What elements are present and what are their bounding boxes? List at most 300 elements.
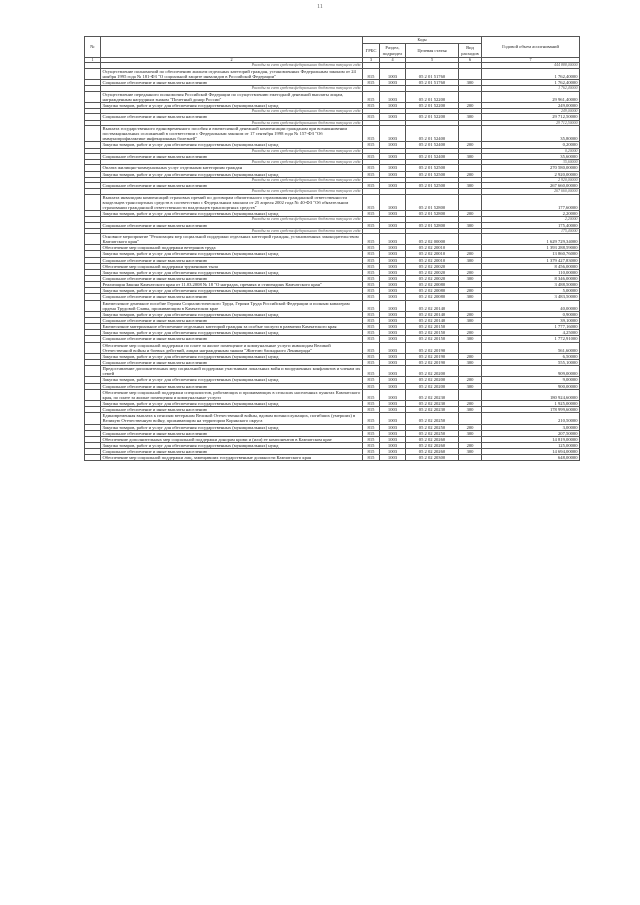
grbs-cell: 815 xyxy=(363,125,380,141)
section-cell: 1003 xyxy=(380,449,406,455)
header-target: Целевая статья xyxy=(406,44,459,57)
section-cell: 1003 xyxy=(380,171,406,177)
amount-cell: 40,00000 xyxy=(482,300,580,311)
target-article-cell: 05 2 02 20010 xyxy=(406,245,459,251)
expense-type-cell: 300 xyxy=(459,153,482,159)
target-article-cell: 05 2 02 20010 xyxy=(406,257,459,263)
expense-type-cell: 300 xyxy=(459,336,482,342)
table-row xyxy=(85,413,580,424)
row-number-cell xyxy=(85,194,101,210)
target-article-cell: 05 2 02 20300 xyxy=(406,455,459,461)
expense-type-cell: 200 xyxy=(459,311,482,317)
section-cell: 1003 xyxy=(380,294,406,300)
description-cell: Расходы за счет средств федерального бюджета текущего года xyxy=(101,160,363,165)
amount-cell: 267 660,00000 xyxy=(482,189,580,194)
amount-cell: 110,00000 xyxy=(482,269,580,275)
target-article-cell: 05 2 02 20200 xyxy=(406,377,459,383)
description-cell: Социальное обеспечение и иные выплаты населению xyxy=(101,407,363,413)
expense-type-cell xyxy=(459,413,482,424)
section-cell: 1003 xyxy=(380,336,406,342)
target-article-cell: 05 2 01 52500 xyxy=(406,165,459,171)
expense-type-cell xyxy=(459,366,482,377)
grbs-cell: 815 xyxy=(363,336,380,342)
description-cell: Расходы за счет средств федерального бюджета текущего года xyxy=(101,63,363,68)
grbs-cell: 815 xyxy=(363,389,380,400)
target-article-cell: 05 2 02 20230 xyxy=(406,400,459,406)
amount-cell: 555,10000 xyxy=(482,359,580,365)
section-cell: 1003 xyxy=(380,430,406,436)
expense-type-cell xyxy=(459,234,482,245)
grbs-cell: 815 xyxy=(363,153,380,159)
description-cell: Обеспечение мер социальной поддержки ветеранов труда xyxy=(101,245,363,251)
section-cell: 1003 xyxy=(380,102,406,108)
amount-cell: 1 772,91000 xyxy=(482,336,580,342)
grbs-cell: 815 xyxy=(363,294,380,300)
grbs-cell: 815 xyxy=(363,430,380,436)
col-index: 5 xyxy=(406,57,459,63)
expense-type-cell xyxy=(459,194,482,210)
row-number-cell xyxy=(85,389,101,400)
amount-cell: 909,00000 xyxy=(482,366,580,377)
amount-cell: 1 629 729,34000 xyxy=(482,234,580,245)
target-article-cell: 05 2 02 20080 xyxy=(406,282,459,288)
row-number-cell xyxy=(85,234,101,245)
section-cell: 1003 xyxy=(380,436,406,442)
amount-cell: 1 777,16000 xyxy=(482,324,580,330)
header-section: Раздел, подраздел xyxy=(380,44,406,57)
description-cell: Социальное обеспечение и иные выплаты населению xyxy=(101,153,363,159)
description-cell: Социальное обеспечение и иные выплаты населению xyxy=(101,317,363,323)
grbs-cell: 815 xyxy=(363,300,380,311)
grbs-cell: 815 xyxy=(363,194,380,210)
section-cell: 1003 xyxy=(380,311,406,317)
grbs-cell: 815 xyxy=(363,330,380,336)
grbs-cell: 815 xyxy=(363,359,380,365)
description-cell: Закупка товаров, работ и услуг для обеспечения государственных (муниципальных) нужд xyxy=(101,171,363,177)
section-cell: 1003 xyxy=(380,389,406,400)
grbs-cell: 815 xyxy=(363,269,380,275)
grbs-cell: 815 xyxy=(363,442,380,448)
target-article-cell: 05 2 01 52400 xyxy=(406,125,459,141)
amount-cell: 180 924,60000 xyxy=(482,389,580,400)
target-article-cell: 05 2 01 52200 xyxy=(406,102,459,108)
description-cell: Расходы за счет средств федерального бюджета текущего года xyxy=(101,148,363,153)
table-row xyxy=(85,342,580,353)
header-grbs: ГРБС xyxy=(363,44,380,57)
grbs-cell: 815 xyxy=(363,222,380,228)
section-cell: 1003 xyxy=(380,353,406,359)
col-index: 1 xyxy=(85,57,101,63)
section-cell: 1003 xyxy=(380,142,406,148)
amount-cell: 35,60000 xyxy=(482,153,580,159)
description-cell: Осуществление переданного полномочия Российской Федерации по осуществлению ежегодной денежной выплаты лицам, награжденным нагрудным знаком "Почетный донор России" xyxy=(101,91,363,102)
amount-cell: 267 660,00000 xyxy=(482,183,580,189)
amount-cell: 1 379 427,83000 xyxy=(482,257,580,263)
amount-cell: 1 393 288,59000 xyxy=(482,245,580,251)
section-cell: 1003 xyxy=(380,125,406,141)
amount-cell: 14 694,00000 xyxy=(482,449,580,455)
target-article-cell: 05 2 02 20080 xyxy=(406,294,459,300)
target-article-cell: 05 2 02 20190 xyxy=(406,353,459,359)
expense-type-cell: 300 xyxy=(459,449,482,455)
grbs-cell: 815 xyxy=(363,317,380,323)
grbs-cell: 815 xyxy=(363,257,380,263)
description-cell: Социальное обеспечение и иные выплаты населению xyxy=(101,257,363,263)
table-row xyxy=(85,125,580,141)
amount-cell: 8 456,00000 xyxy=(482,263,580,269)
row-number-cell xyxy=(85,300,101,311)
description-cell: Закупка товаров, работ и услуг для обеспечения государственных (муниципальных) нужд xyxy=(101,251,363,257)
amount-cell: 1 925,00000 xyxy=(482,400,580,406)
expense-type-cell: 300 xyxy=(459,430,482,436)
amount-cell: 210,50000 xyxy=(482,413,580,424)
grbs-cell: 815 xyxy=(363,276,380,282)
amount-cell: 5,00000 xyxy=(482,288,580,294)
amount-cell: 29 712,50000 xyxy=(482,114,580,120)
amount-cell: 178 999,60000 xyxy=(482,407,580,413)
description-cell: Закупка товаров, работ и услуг для обеспечения государственных (муниципальных) нужд xyxy=(101,442,363,448)
amount-cell: 125,00000 xyxy=(482,442,580,448)
amount-cell: 648,00000 xyxy=(482,455,580,461)
expense-type-cell: 300 xyxy=(459,407,482,413)
grbs-cell: 815 xyxy=(363,311,380,317)
grbs-cell: 815 xyxy=(363,68,380,79)
description-cell: Социальное обеспечение и иные выплаты населению xyxy=(101,359,363,365)
row-number-cell xyxy=(85,91,101,102)
section-cell: 1003 xyxy=(380,245,406,251)
amount-cell: 29 712,50000 xyxy=(482,120,580,125)
grbs-cell: 815 xyxy=(363,377,380,383)
description-cell: Социальное обеспечение и иные выплаты населению xyxy=(101,449,363,455)
grbs-cell: 815 xyxy=(363,234,380,245)
grbs-cell: 815 xyxy=(363,400,380,406)
target-article-cell: 05 2 02 20250 xyxy=(406,424,459,430)
section-cell: 1003 xyxy=(380,263,406,269)
amount-cell: 561,60000 xyxy=(482,342,580,353)
target-article-cell: 05 2 02 20250 xyxy=(406,413,459,424)
target-article-cell: 05 2 02 20190 xyxy=(406,342,459,353)
row-number-cell xyxy=(85,68,101,79)
section-cell: 1003 xyxy=(380,383,406,389)
description-cell: Предоставление дополнительных мер социальной поддержки участникам локальных войн и вооруженных конфликтов и членам их семей xyxy=(101,366,363,377)
description-cell: Обеспечение мер социальной поддержки тружеников тыла xyxy=(101,263,363,269)
section-cell: 1003 xyxy=(380,330,406,336)
grbs-cell: 815 xyxy=(363,407,380,413)
amount-cell: 0,90000 xyxy=(482,311,580,317)
description-cell: Выплата инвалидам компенсаций страховых премий по договорам обязательного страхования гражданской ответственности владельцев транспортных средств в соответствии с Федеральным законом от 25 апреля 2002 года № 40-ФЗ "Об обязательном страховании гражданской ответственности владельцев транспортных средств" xyxy=(101,194,363,210)
expense-type-cell: 200 xyxy=(459,377,482,383)
section-cell: 1003 xyxy=(380,282,406,288)
amount-cell: 3 488,50000 xyxy=(482,282,580,288)
amount-cell: 1 762,40000 xyxy=(482,86,580,91)
description-cell: Социальное обеспечение и иные выплаты населению xyxy=(101,80,363,86)
description-cell: Осуществление полномочий по обеспечению жильем отдельных категорий граждан, установленных Федеральным законом от 24 ноября 1995 года № 181-ФЗ "О социальной защите инвалидов в Российской Федерации" xyxy=(101,68,363,79)
col-index: 2 xyxy=(101,57,363,63)
section-cell: 1003 xyxy=(380,257,406,263)
section-cell: 1003 xyxy=(380,442,406,448)
section-cell: 1003 xyxy=(380,68,406,79)
section-cell: 1003 xyxy=(380,165,406,171)
description-cell: Социальное обеспечение и иные выплаты населению xyxy=(101,294,363,300)
expense-type-cell xyxy=(459,300,482,311)
grbs-cell: 815 xyxy=(363,171,380,177)
expense-type-cell: 300 xyxy=(459,383,482,389)
budget-table xyxy=(84,36,580,461)
amount-cell: 2,20000 xyxy=(482,210,580,216)
expense-type-cell: 200 xyxy=(459,269,482,275)
amount-cell: 177,60000 xyxy=(482,194,580,210)
amount-cell: 249,00000 xyxy=(482,102,580,108)
description-cell: Закупка товаров, работ и услуг для обеспечения государственных (муниципальных) нужд xyxy=(101,330,363,336)
target-article-cell: 05 2 01 52500 xyxy=(406,171,459,177)
table-row xyxy=(85,366,580,377)
row-number-cell xyxy=(85,455,101,461)
section-cell: 1003 xyxy=(380,269,406,275)
expense-type-cell: 200 xyxy=(459,442,482,448)
section-cell: 1003 xyxy=(380,153,406,159)
header-name xyxy=(101,37,363,58)
description-cell: Единовременная выплата к пенсиям ветеранам Великой Отечественной войны, вдовам военнослужащих, погибших (умерших) в Великую Отечественную войну, проживающим на территории Корякского округа xyxy=(101,413,363,424)
expense-type-cell: 200 xyxy=(459,102,482,108)
expense-type-cell xyxy=(459,125,482,141)
expense-type-cell: 200 xyxy=(459,330,482,336)
amount-cell: 2,20000 xyxy=(482,217,580,222)
expense-type-cell: 200 xyxy=(459,210,482,216)
section-cell: 1003 xyxy=(380,324,406,330)
table-row xyxy=(85,455,580,461)
section-cell: 1003 xyxy=(380,342,406,353)
amount-cell: 2 920,00000 xyxy=(482,177,580,182)
description-cell: Обеспечение мер социальной поддержки по плате за жилое помещение и коммунальные услуги инвалидам Великой Отечественной войны и боевых действий, лицам награжденным знаком "Жителю блокадного Ленинграда" xyxy=(101,342,363,353)
amount-cell: 8 346,00000 xyxy=(482,276,580,282)
description-cell: Расходы за счет средств федерального бюджета текущего года xyxy=(101,189,363,194)
amount-cell: 207,50000 xyxy=(482,430,580,436)
expense-type-cell: 300 xyxy=(459,222,482,228)
target-article-cell: 05 2 02 20230 xyxy=(406,389,459,400)
row-number-cell xyxy=(85,125,101,141)
description-cell: Социальное обеспечение и иные выплаты населению xyxy=(101,276,363,282)
target-article-cell: 05 2 02 20150 xyxy=(406,324,459,330)
amount-cell: 175,40000 xyxy=(482,228,580,233)
amount-cell: 1 762,40000 xyxy=(482,80,580,86)
table-row xyxy=(85,68,580,79)
description-cell: Основное мероприятие "Реализация мер социальной поддержки отдельных категорий граждан, установленных законодательством Камчатского края" xyxy=(101,234,363,245)
amount-cell: 13 860,76000 xyxy=(482,251,580,257)
description-cell: Социальное обеспечение и иные выплаты населению xyxy=(101,430,363,436)
description-cell: Обеспечение мер социальной поддержки специалистов, работающих и проживающих в сельских населенных пунктах Камчатского края, по плате за жилые помещения и коммунальные услуги xyxy=(101,389,363,400)
description-cell: Закупка товаров, работ и услуг для обеспечения государственных (муниципальных) нужд xyxy=(101,288,363,294)
description-cell: Закупка товаров, работ и услуг для обеспечения государственных (муниципальных) нужд xyxy=(101,269,363,275)
section-cell: 1003 xyxy=(380,80,406,86)
amount-cell: 0,20000 xyxy=(482,142,580,148)
expense-type-cell: 200 xyxy=(459,424,482,430)
expense-type-cell xyxy=(459,68,482,79)
expense-type-cell: 300 xyxy=(459,294,482,300)
target-article-cell: 05 2 02 20150 xyxy=(406,330,459,336)
grbs-cell: 815 xyxy=(363,245,380,251)
expense-type-cell: 200 xyxy=(459,288,482,294)
grbs-cell: 815 xyxy=(363,455,380,461)
description-cell: Закупка товаров, работ и услуг для обеспечения государственных (муниципальных) нужд xyxy=(101,210,363,216)
grbs-cell: 815 xyxy=(363,449,380,455)
amount-cell: 444 888,00000 xyxy=(482,63,580,68)
description-cell: Социальное обеспечение и иные выплаты населению xyxy=(101,336,363,342)
target-article-cell: 05 2 02 20200 xyxy=(406,366,459,377)
expense-type-cell: 300 xyxy=(459,276,482,282)
description-cell: Закупка товаров, работ и услуг для обеспечения государственных (муниципальных) нужд xyxy=(101,424,363,430)
table-row xyxy=(85,91,580,102)
target-article-cell: 05 2 02 20020 xyxy=(406,263,459,269)
grbs-cell: 815 xyxy=(363,282,380,288)
grbs-cell: 815 xyxy=(363,436,380,442)
section-cell: 1003 xyxy=(380,276,406,282)
target-article-cell: 05 2 02 20260 xyxy=(406,436,459,442)
section-cell: 1003 xyxy=(380,114,406,120)
target-article-cell: 05 2 02 20020 xyxy=(406,276,459,282)
description-cell: Социальное обеспечение и иные выплаты населению xyxy=(101,222,363,228)
amount-cell: 270 580,00000 xyxy=(482,165,580,171)
section-cell: 1003 xyxy=(380,300,406,311)
grbs-cell: 815 xyxy=(363,210,380,216)
amount-cell: 2 920,00000 xyxy=(482,171,580,177)
description-cell: Закупка товаров, работ и услуг для обеспечения государственных (муниципальных) нужд xyxy=(101,142,363,148)
expense-type-cell: 200 xyxy=(459,400,482,406)
grbs-cell: 815 xyxy=(363,263,380,269)
target-article-cell: 05 2 02 20200 xyxy=(406,383,459,389)
description-cell: Закупка товаров, работ и услуг для обеспечения государственных (муниципальных) нужд xyxy=(101,400,363,406)
grbs-cell: 815 xyxy=(363,288,380,294)
header-type: Вид расходов xyxy=(459,44,482,57)
section-cell: 1003 xyxy=(380,234,406,245)
target-article-cell: 05 2 02 20010 xyxy=(406,251,459,257)
description-cell: Выплата государственного единовременного пособия и ежемесячной денежной компенсации гражданам при возникновении поствакцинальных осложнений в соответствии с Федеральным законом от 17 сентября 1998 года № 157-ФЗ "Об иммунопрофилактике инфекционных болезней" xyxy=(101,125,363,141)
target-article-cell: 05 2 02 20230 xyxy=(406,407,459,413)
col-index: 7 xyxy=(482,57,580,63)
row-number-cell xyxy=(85,342,101,353)
description-cell: Социальное обеспечение и иные выплаты населению xyxy=(101,114,363,120)
expense-type-cell: 300 xyxy=(459,183,482,189)
section-cell: 1003 xyxy=(380,407,406,413)
description-cell: Расходы за счет средств федерального бюджета текущего года xyxy=(101,109,363,114)
amount-cell: 6,50000 xyxy=(482,353,580,359)
target-article-cell: 05 2 02 20080 xyxy=(406,288,459,294)
amount-cell: 35,80000 xyxy=(482,125,580,141)
grbs-cell: 815 xyxy=(363,142,380,148)
target-article-cell: 05 2 02 20150 xyxy=(406,336,459,342)
amount-cell: 0,20000 xyxy=(482,148,580,153)
section-cell: 1003 xyxy=(380,251,406,257)
target-article-cell: 05 2 01 52800 xyxy=(406,194,459,210)
header-codes: Коды xyxy=(363,37,482,44)
target-article-cell: 05 2 02 20190 xyxy=(406,359,459,365)
amount-cell: 1 762,40000 xyxy=(482,68,580,79)
description-cell: Закупка товаров, работ и услуг для обеспечения государственных (муниципальных) нужд xyxy=(101,102,363,108)
amount-cell: 900,00000 xyxy=(482,383,580,389)
grbs-cell: 815 xyxy=(363,342,380,353)
target-article-cell: 05 2 02 20140 xyxy=(406,311,459,317)
col-index: 3 xyxy=(363,57,380,63)
amount-cell: 3 483,50000 xyxy=(482,294,580,300)
row-number-cell xyxy=(85,366,101,377)
grbs-cell: 815 xyxy=(363,80,380,86)
amount-cell: 9,00000 xyxy=(482,377,580,383)
description-cell: Социальное обеспечение и иные выплаты населению xyxy=(101,183,363,189)
expense-type-cell: 300 xyxy=(459,80,482,86)
amount-cell: 14 819,00000 xyxy=(482,436,580,442)
amount-cell: 35,60000 xyxy=(482,160,580,165)
table-row xyxy=(85,234,580,245)
grbs-cell: 815 xyxy=(363,91,380,102)
header-no: № xyxy=(85,37,101,58)
amount-cell: 4,25000 xyxy=(482,330,580,336)
target-article-cell: 05 2 01 52200 xyxy=(406,114,459,120)
table-row xyxy=(85,389,580,400)
grbs-cell: 815 xyxy=(363,424,380,430)
target-article-cell: 05 2 01 51760 xyxy=(406,80,459,86)
col-index: 6 xyxy=(459,57,482,63)
grbs-cell: 815 xyxy=(363,251,380,257)
table-body xyxy=(85,63,580,461)
description-cell: Обеспечение дополнительных мер социальной поддержки донорам крови и (или) ее компонентов в Камчатском крае xyxy=(101,436,363,442)
target-article-cell: 05 2 02 20020 xyxy=(406,269,459,275)
section-cell: 1003 xyxy=(380,210,406,216)
description-cell: Расходы за счет средств федерального бюджета текущего года xyxy=(101,217,363,222)
section-cell: 1003 xyxy=(380,366,406,377)
description-cell: Расходы за счет средств федерального бюджета текущего года xyxy=(101,228,363,233)
section-cell: 1003 xyxy=(380,413,406,424)
expense-type-cell xyxy=(459,389,482,400)
description-cell: Социальное обеспечение и иные выплаты населению xyxy=(101,383,363,389)
section-cell: 1003 xyxy=(380,317,406,323)
section-cell: 1003 xyxy=(380,455,406,461)
col-index: 4 xyxy=(380,57,406,63)
table-row xyxy=(85,300,580,311)
target-article-cell: 05 2 02 20260 xyxy=(406,442,459,448)
section-cell: 1003 xyxy=(380,194,406,210)
description-cell: Закупка товаров, работ и услуг для обеспечения государственных (муниципальных) нужд xyxy=(101,377,363,383)
grbs-cell: 815 xyxy=(363,102,380,108)
row-number-cell xyxy=(85,413,101,424)
grbs-cell: 815 xyxy=(363,383,380,389)
target-article-cell: 05 2 02 20140 xyxy=(406,317,459,323)
target-article-cell: 05 2 02 20140 xyxy=(406,300,459,311)
grbs-cell: 815 xyxy=(363,353,380,359)
section-cell: 1003 xyxy=(380,400,406,406)
page-number: 11 xyxy=(317,4,323,10)
description-cell: Обеспечение мер социальной поддержки лиц, замещавших государственные должности Камчатского края xyxy=(101,455,363,461)
expense-type-cell: 300 xyxy=(459,359,482,365)
expense-type-cell: 300 xyxy=(459,317,482,323)
expense-type-cell: 200 xyxy=(459,353,482,359)
grbs-cell: 815 xyxy=(363,114,380,120)
target-article-cell: 05 2 01 52400 xyxy=(406,153,459,159)
target-article-cell: 05 2 01 51760 xyxy=(406,68,459,79)
amount-cell: 249,00000 xyxy=(482,109,580,114)
amount-cell: 3,00000 xyxy=(482,424,580,430)
section-cell: 1003 xyxy=(380,377,406,383)
grbs-cell: 815 xyxy=(363,366,380,377)
description-cell: Реализация Закона Камчатского края от 11.03.2008 № 18 "О наградах, премиях и стипендиях Камчатского края" xyxy=(101,282,363,288)
expense-type-cell xyxy=(459,342,482,353)
target-article-cell: 05 2 01 52800 xyxy=(406,222,459,228)
expense-type-cell xyxy=(459,91,482,102)
section-cell: 1003 xyxy=(380,359,406,365)
description-cell: Оплата жилищно-коммунальных услуг отдельным категориям граждан xyxy=(101,165,363,171)
expense-type-cell: 200 xyxy=(459,251,482,257)
expense-type-cell: 200 xyxy=(459,171,482,177)
target-article-cell: 05 2 02 20260 xyxy=(406,449,459,455)
description-cell: Ежемесячное материальное обеспечение отдельных категорий граждан за особые заслуги в развитии Камчатского края xyxy=(101,324,363,330)
